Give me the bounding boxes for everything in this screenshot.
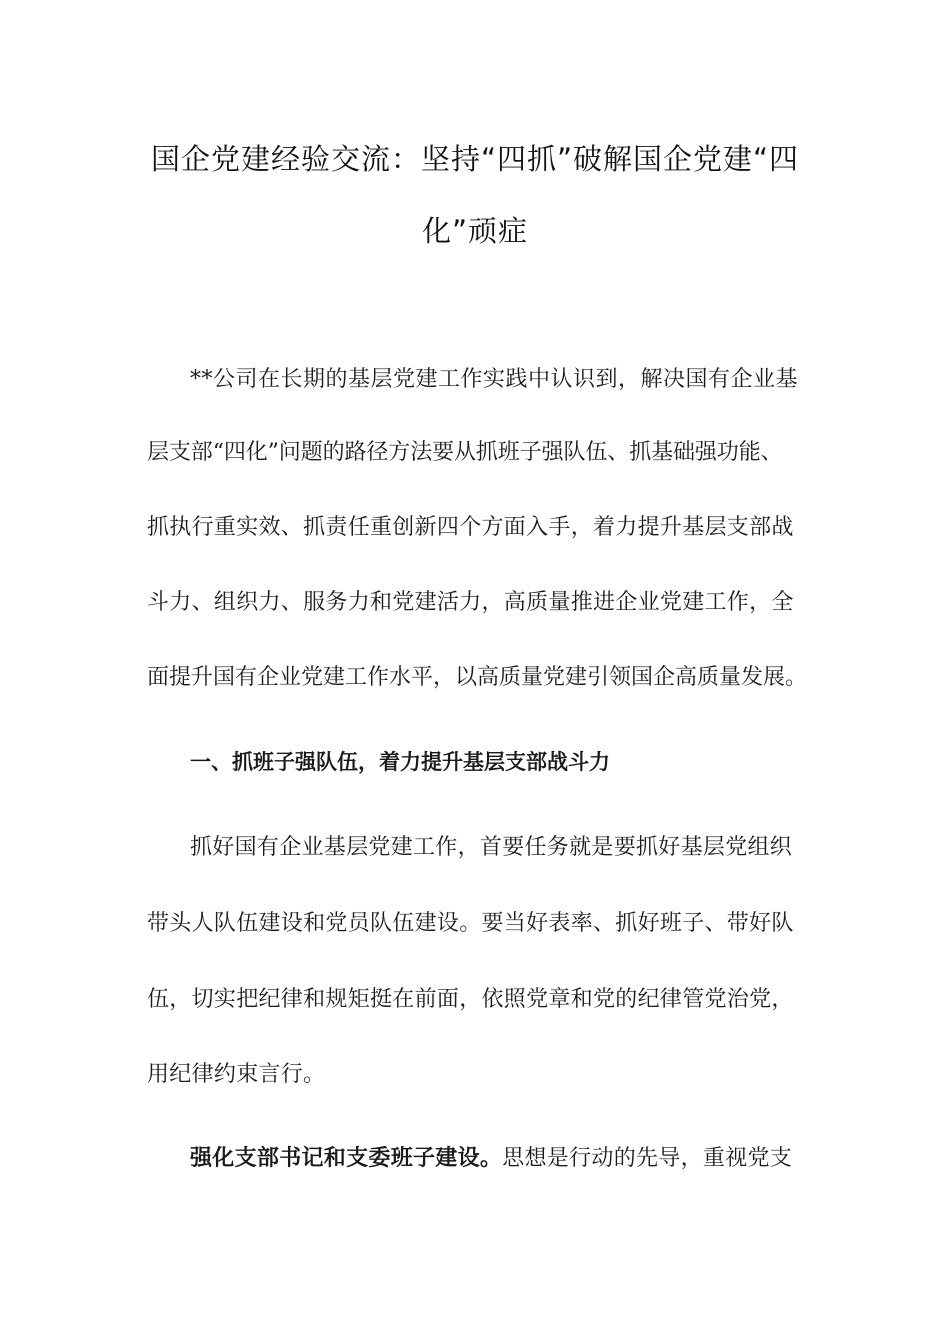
intro-line-2: 层支部“四化”问题的路径方法要从抓班子强队伍、抓基础强功能、 xyxy=(147,440,783,465)
section-1-line-2: 带头人队伍建设和党员队伍建设。要当好表率、抓好班子、带好队 xyxy=(147,911,794,936)
intro-line-5: 面提升国有企业党建工作水平，以高质量党建引领国企高质量发展。 xyxy=(147,665,808,690)
subsection-bold-lead: 强化支部书记和支委班子建设。 xyxy=(190,1146,503,1171)
intro-line-3: 抓执行重实效、抓责任重创新四个方面入手，着力提升基层支部战 xyxy=(147,515,794,540)
section-1-line-4: 用纪律约束言行。 xyxy=(147,1062,326,1087)
intro-line-1: **公司在长期的基层党建工作实践中认识到，解决国有企业基 xyxy=(190,367,799,392)
section-1-heading: 一、抓班子强队伍，着力提升基层支部战斗力 xyxy=(190,750,610,774)
section-1-line-1: 抓好国有企业基层党建工作，首要任务就是要抓好基层党组织 xyxy=(190,835,793,860)
document-title-line-1: 国企党建经验交流：坚持“四抓”破解国企党建“四 xyxy=(150,142,800,176)
document-title-line-2: 化”顽症 xyxy=(421,214,529,248)
subsection-text: 思想是行动的先导，重视党支 xyxy=(502,1146,793,1171)
subsection-line xyxy=(190,1141,792,1172)
intro-line-4: 斗力、组织力、服务力和党建活力，高质量推进企业党建工作，全 xyxy=(147,590,794,615)
section-1-line-3: 伍，切实把纪律和规矩挺在前面，依照党章和党的纪律管党治党， xyxy=(147,987,794,1012)
